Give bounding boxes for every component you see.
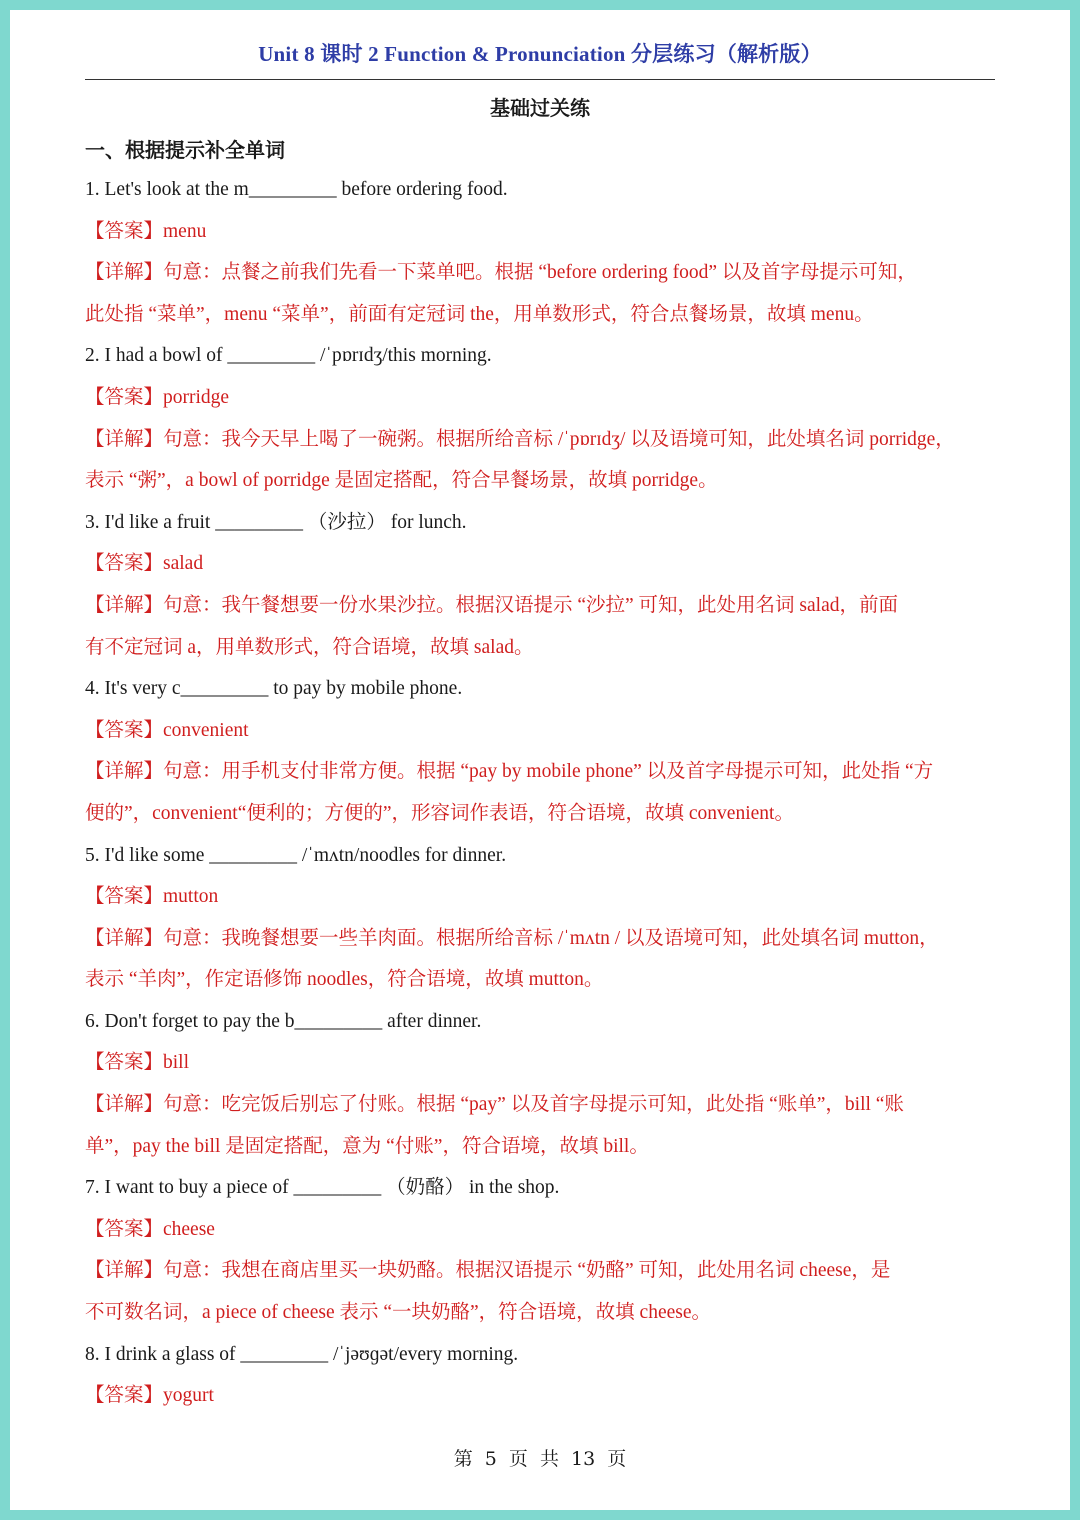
document-page [10,10,1070,1510]
answer-line: 【答案】bill [85,1052,190,1074]
explanation-line: 【详解】句意：点餐之前我们先看一下菜单吧。根据 “before ordering food” 以及首字母提示可知， [85,262,917,284]
explanation-line: 此处指 “菜单”，menu “菜单”，前面有定冠词 the，用单数形式，符合点餐场景，故填 menu。 [85,303,874,325]
page-number: 第 5 页 共 13 页 [453,1448,627,1470]
document-title: Unit 8 课时 2 Function & Pronunciation 分层练习（解析版） [258,42,822,66]
explanation-line: 有不定冠词 a，用单数形式，符合语境，故填 salad。 [85,636,534,658]
explanation-line: 【详解】句意：我今天早上喝了一碗粥。根据所给音标 /ˈpɒrɪdʒ/ 以及语境可知，此处填名词 porridge， [85,428,955,450]
explanation-line: 表示 “粥”，a bowl of porridge 是固定搭配，符合早餐场景，故填 porridge。 [85,470,718,492]
question-line: 8. I drink a glass of _________ /ˈjəʊɡət/every morning. [85,1343,519,1365]
answer-line: 【答案】porridge [85,386,230,408]
explanation-line: 便的”，convenient“便利的；方便的”，形容词作表语，符合语境，故填 convenient。 [85,802,794,824]
question-line: 6. Don't forget to pay the b_________ after dinner. [85,1010,482,1032]
explanation-line: 不可数名词，a piece of cheese 表示 “一块奶酪”，符合语境，故填 cheese。 [85,1302,712,1324]
answer-line: 【答案】salad [85,553,204,575]
explanation-line: 【详解】句意：我想在商店里买一块奶酪。根据汉语提示 “奶酪” 可知，此处用名词 cheese，是 [85,1260,891,1282]
explanation-line: 单”，pay the bill 是固定搭配，意为 “付账”，符合语境，故填 bill。 [85,1135,649,1157]
question-line: 4. It's very c_________ to pay by mobile phone. [85,678,463,700]
explanation-line: 【详解】句意：我午餐想要一份水果沙拉。根据汉语提示 “沙拉” 可知，此处用名词 salad，前面 [85,594,899,616]
question-line: 2. I had a bowl of _________ /ˈpɒrɪdʒ/this morning. [85,345,492,367]
question-line: 7. I want to buy a piece of _________ （奶酪） in the shop. [85,1177,560,1199]
explanation-line: 【详解】句意：吃完饭后别忘了付账。根据 “pay” 以及首字母提示可知，此处指 “账单”，bill “账 [85,1094,904,1116]
part-title: 一、根据提示补全单词 [85,138,285,162]
explanation-line: 【详解】句意：用手机支付非常方便。根据 “pay by mobile phone” 以及首字母提示可知，此处指 “方 [85,761,934,783]
answer-line: 【答案】yogurt [85,1385,214,1407]
section-title: 基础过关练 [490,96,590,120]
explanation-line: 表示 “羊肉”，作定语修饰 noodles，符合语境，故填 mutton。 [85,969,604,991]
question-line: 3. I'd like a fruit _________ （沙拉） for lunch. [85,511,467,533]
answer-line: 【答案】mutton [85,886,219,908]
question-line: 1. Let's look at the m_________ before ordering food. [85,179,508,200]
explanation-line: 【详解】句意：我晚餐想要一些羊肉面。根据所给音标 /ˈmʌtn / 以及语境可知，此处填名词 mutton， [85,927,939,949]
exercise-list [85,169,995,1417]
answer-line: 【答案】convenient [85,719,249,741]
question-line: 5. I'd like some _________ /ˈmʌtn/noodles for dinner. [85,844,507,866]
answer-line: 【答案】menu [85,220,207,242]
header-divider [85,79,995,80]
answer-line: 【答案】cheese [85,1218,215,1240]
